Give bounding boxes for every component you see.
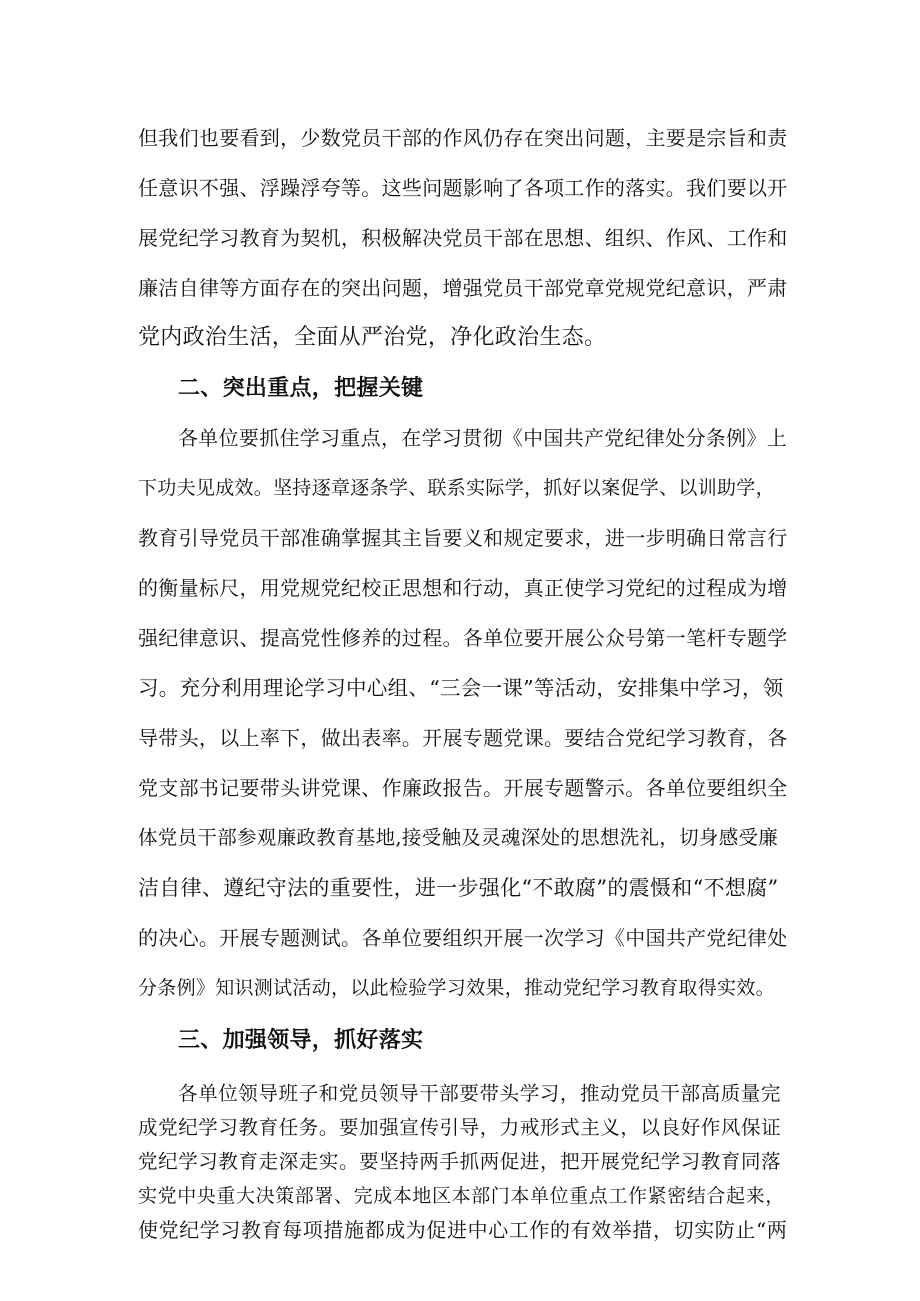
- paragraph-1-line: 任意识不强、浮躁浮夸等。这些问题影响了各项工作的落实。我们要以开: [138, 176, 788, 200]
- paragraph-2-line: 体党员干部参观廉政教育基地,接受触及灵魂深处的思想洗礼，切身感受廉: [138, 826, 779, 849]
- paragraph-2-line: 强纪律意识、提高党性修养的过程。各单位要开展公众号第一笔杆专题学: [138, 626, 788, 650]
- section-heading-3: 三、加强领导，抓好落实: [178, 1027, 424, 1053]
- paragraph-1-line: 但我们也要看到，少数党员干部的作风仍存在突出问题，主要是宗旨和责: [138, 126, 788, 150]
- paragraph-3-line: 使党纪学习教育每项措施都成为促进中心工作的有效举措，切实防止“两: [138, 1218, 788, 1242]
- paragraph-1-line: 廉洁自律等方面存在的突出问题，增强党员干部党章党规党纪意识，严肃: [138, 276, 788, 300]
- paragraph-2-line: 各单位要抓住学习重点，在学习贯彻《中国共产党纪律处分条例》上: [178, 426, 787, 450]
- section-heading-2: 二、突出重点，把握关键: [178, 375, 424, 401]
- paragraph-2-line: 洁自律、遵纪守法的重要性，进一步强化“不敢腐”的震慑和“不想腐”: [138, 876, 779, 900]
- paragraph-2-line: 教育引导党员干部准确掌握其主旨要义和规定要求，进一步明确日常言行: [138, 526, 788, 550]
- paragraph-2-line: 分条例》知识测试活动，以此检验学习效果，推动党纪学习教育取得实效。: [138, 977, 775, 999]
- paragraph-2-line: 导带头，以上率下，做出表率。开展专题党课。要结合党纪学习教育，各: [138, 726, 788, 750]
- paragraph-2-line: 的衡量标尺，用党规党纪校正思想和行动，真正使学习党纪的过程成为增: [138, 576, 788, 600]
- paragraph-3-line: 成党纪学习教育任务。要加强宣传引导，力戒形式主义，以良好作风保证: [138, 1116, 782, 1139]
- paragraph-2-line: 党支部书记要带头讲党课、作廉政报告。开展专题警示。各单位要组织全: [138, 776, 788, 800]
- paragraph-2-line: 习。充分利用理论学习中心组、“三会一课”等活动，安排集中学习，领: [138, 676, 784, 700]
- paragraph-3-line: 实党中央重大决策部署、完成本地区本部门本单位重点工作紧密结合起来，: [138, 1185, 785, 1207]
- paragraph-1-line: 展党纪学习教育为契机，积极解决党员干部在思想、组织、作风、工作和: [138, 226, 788, 250]
- paragraph-2-line: 的决心。开展专题测试。各单位要组织开展一次学习《中国共产党纪律处: [138, 926, 788, 950]
- paragraph-3-line: 各单位领导班子和党员领导干部要带头学习，推动党员干部高质量完: [178, 1082, 782, 1105]
- paragraph-3-line: 党纪学习教育走深走实。要坚持两手抓两促进，把开展党纪学习教育同落: [138, 1150, 782, 1173]
- paragraph-1-line: 党内政治生活，全面从严治党，净化政治生态。: [138, 325, 607, 350]
- paragraph-2-line: 下功夫见成效。坚持逐章逐条学、联系实际学，抓好以案促学、以训助学，: [138, 477, 775, 499]
